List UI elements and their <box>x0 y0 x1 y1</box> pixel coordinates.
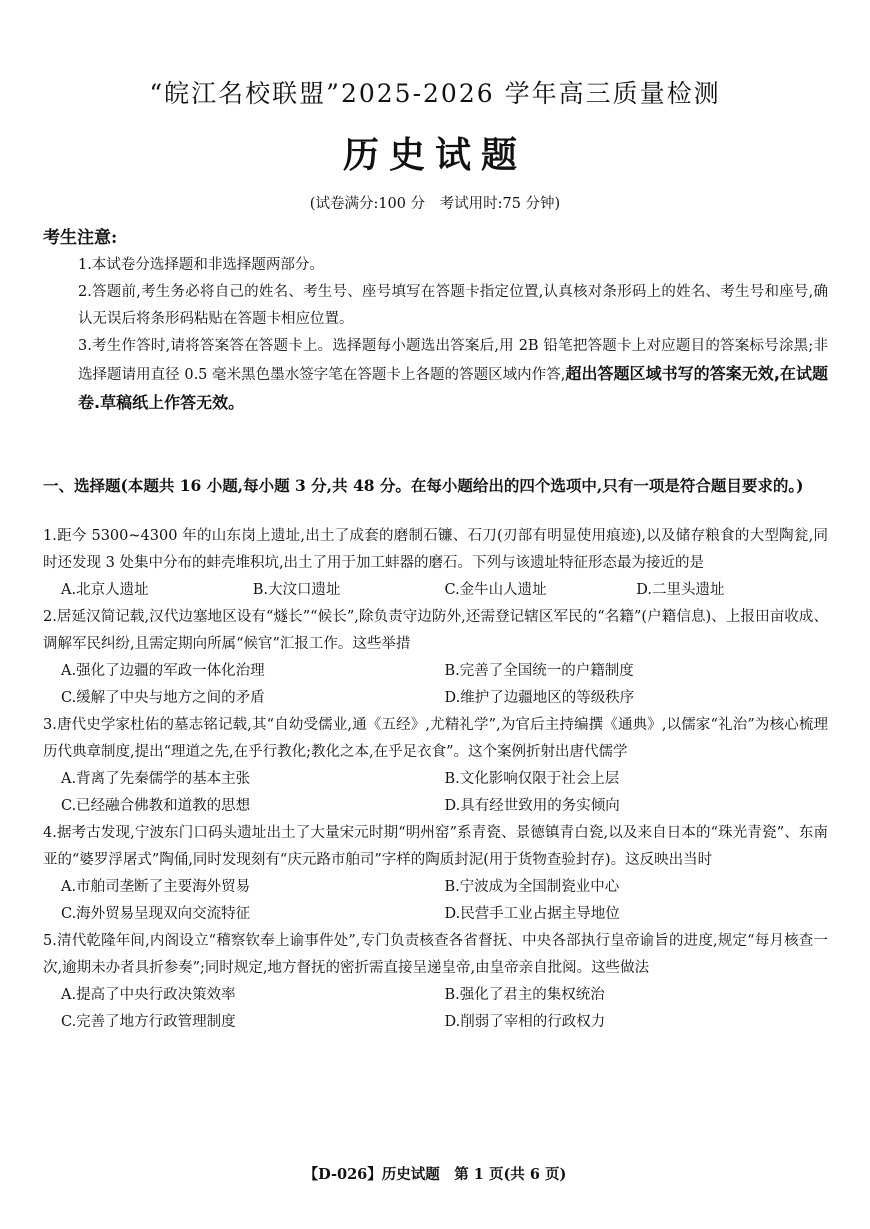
option-d: D.二里头遗址 <box>636 582 725 598</box>
option-a: A.市舶司垄断了主要海外贸易 <box>61 879 251 895</box>
section-title: 一、选择题(本题共 16 小题,每小题 3 分,共 48 分。在每小题给出的四个选项中,只有一项是符合题目要求的。) <box>43 476 804 495</box>
question-2 <box>43 604 828 712</box>
notice-item <box>78 279 828 333</box>
option-d: D.具有经世致用的务实倾向 <box>444 798 620 814</box>
option-d: D.民营手工业占据主导地位 <box>444 906 620 922</box>
option-c: C.完善了地方行政管理制度 <box>61 1014 236 1030</box>
exam-header-title: “皖江名校联盟”2025-2026 学年高三质量检测 <box>149 79 721 108</box>
option-c: C.金牛山人遗址 <box>444 582 547 598</box>
question-1 <box>43 523 828 604</box>
option-c: C.海外贸易呈现双向交流特征 <box>61 906 251 922</box>
option-b: B.文化影响仅限于社会上层 <box>444 771 620 787</box>
notice-item-text <box>78 333 828 418</box>
answer-warning: 超出答题区域书写的答案无效,在试题卷.草稿纸上作答无效。 <box>78 364 828 412</box>
question-stem: 2.居延汉简记载,汉代边塞地区设有“燧长”“候长”,除负责守边防外,还需登记辖区军民的“名籍”(户籍信息)、上报田亩收成、调解军民纠纷,且需定期向所属“候官”汇报工作。这些举措 <box>43 609 828 652</box>
notice-title: 考生注意: <box>43 228 118 248</box>
question-stem: 5.清代乾隆年间,内阁设立“稽察钦奉上谕事件处”,专门负责核查各省督抚、中央各部执行皇帝谕旨的进度,规定“每月核查一次,逾期未办者具折参奏”;同时规定,地方督抚的密折需直接呈递皇帝,由皇帝亲自批阅。这些做法 <box>43 933 828 976</box>
question-list <box>43 523 828 1036</box>
option-list <box>43 658 828 712</box>
notice-item-text: 2.答题前,考生务必将自己的姓名、考生号、座号填写在答题卡指定位置,认真核对条形码上的姓名、考生号和座号,确认无误后将条形码粘贴在答题卡相应位置。 <box>78 284 828 327</box>
option-d: D.削弱了宰相的行政权力 <box>444 1014 606 1030</box>
question-3 <box>43 712 828 820</box>
option-a: A.背离了先秦儒学的基本主张 <box>61 771 251 787</box>
option-b: B.强化了君主的集权统治 <box>444 987 605 1003</box>
notice-list <box>78 252 828 418</box>
question-stem: 1.距今 5300~4300 年的山东岗上遗址,出土了成套的磨制石镰、石刀(刃部有明显使用痕迹),以及储存粮食的大型陶瓮,同时还发现 3 处集中分布的蚌壳堆积坑,出土了用于加工蚌器的磨石。下列与该遗址特征形态最为接近的是 <box>43 528 828 571</box>
question-4 <box>43 820 828 928</box>
question-stem: 4.据考古发现,宁波东门口码头遗址出土了大量宋元时期“明州窑”系青瓷、景德镇青白瓷,以及来自日本的“珠光青瓷”、东南亚的“婆罗浮屠式”陶俑,同时发现刻有“庆元路市舶司”字样的陶质封泥(用于货物查验封存)。这反映出当时 <box>43 825 828 868</box>
option-c: C.缓解了中央与地方之间的矛盾 <box>61 690 265 706</box>
option-b: B.宁波成为全国制瓷业中心 <box>444 879 620 895</box>
question-5 <box>43 928 828 1036</box>
notice-item <box>78 252 828 279</box>
option-c: C.已经融合佛教和道教的思想 <box>61 798 251 814</box>
option-a: A.强化了边疆的军政一体化治理 <box>61 663 265 679</box>
option-a: A.提高了中央行政决策效率 <box>61 987 236 1003</box>
question-stem: 3.唐代史学家杜佑的墓志铭记载,其“自幼受儒业,通《五经》,尤精礼学”,为官后主持编撰《通典》,以儒家“礼治”为核心梳理历代典章制度,提出“理道之先,在乎行教化;教化之本,在乎足衣食”。这个案例折射出唐代儒学 <box>43 717 828 760</box>
exam-info: (试卷满分:100 分 考试用时:75 分钟) <box>309 196 561 212</box>
notice-item-text: 1.本试卷分选择题和非选择题两部分。 <box>78 257 324 273</box>
subject-title: 历史试题 <box>342 134 527 176</box>
option-a: A.北京人遗址 <box>61 582 149 598</box>
option-list <box>43 766 828 820</box>
page-footer: 【D-026】历史试题 第 1 页(共 6 页) <box>303 1166 567 1183</box>
option-list <box>43 874 828 928</box>
notice-item <box>78 333 828 418</box>
option-b: B.大汶口遗址 <box>252 582 341 598</box>
notice-item-3-text: 3.考生作答时,请将答案答在答题卡上。选择题每小题选出答案后,用 2B 铅笔把答题卡上对应题目的答案标号涂黑;非选择题请用直径 0.5 毫米黑色墨水签字笔在答题卡上各题的答题区域内作答, <box>78 338 828 383</box>
option-d: D.维护了边疆地区的等级秩序 <box>444 690 635 706</box>
option-b: B.完善了全国统一的户籍制度 <box>444 663 634 679</box>
option-list <box>43 982 828 1036</box>
option-list <box>43 577 828 604</box>
